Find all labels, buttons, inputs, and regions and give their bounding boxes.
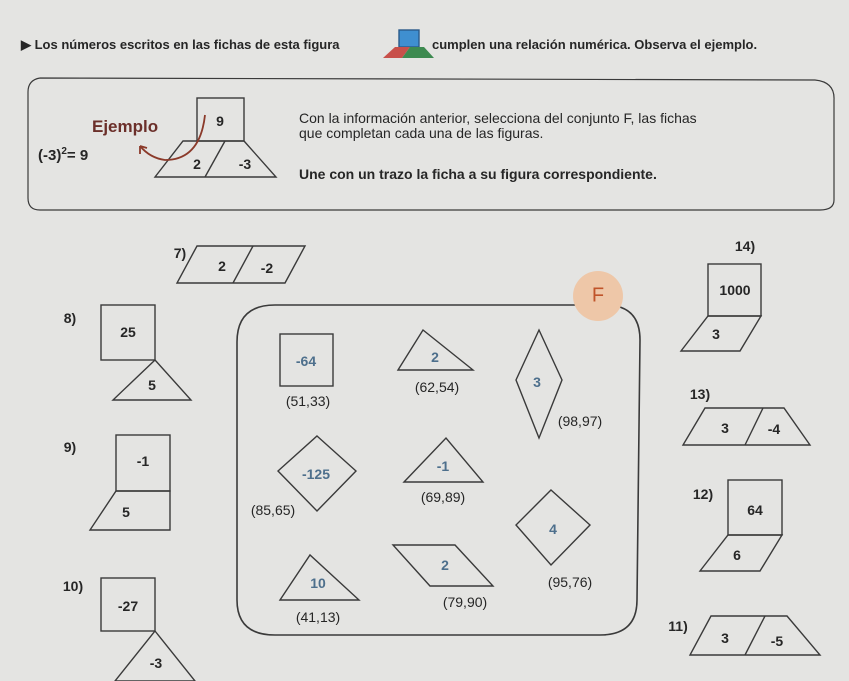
figure-10-label: 10) [62, 578, 84, 594]
instruction-line3: Une con un trazo la ficha a su figura correspondiente. [299, 166, 657, 182]
piece-value[interactable]: -1 [436, 458, 450, 474]
eq-base: (-3) [38, 147, 62, 164]
figure-10-top: -27 [117, 598, 139, 614]
figure-13-a: 3 [721, 420, 729, 436]
piece-value[interactable]: 4 [549, 521, 557, 537]
figure-7-label: 7) [173, 245, 187, 261]
example-panel [28, 78, 834, 210]
figure-12-label: 12) [692, 486, 714, 502]
piece-coord: (85,65) [250, 502, 296, 518]
figure-14-top: 1000 [719, 282, 751, 298]
figure-10-bottom: -3 [149, 655, 163, 671]
piece-coord: (69,89) [420, 489, 466, 505]
figure-11-a: 3 [721, 630, 729, 646]
figure-8-top: 25 [120, 324, 136, 340]
example-title: Ejemplo [92, 117, 159, 136]
figure-12-bottom: 6 [733, 547, 741, 563]
figure-12-top: 64 [747, 502, 763, 518]
piece-value[interactable]: 10 [310, 575, 326, 591]
piece-coord: (79,90) [442, 594, 488, 610]
figure-9-label: 9) [63, 439, 77, 455]
figure-13-label: 13) [689, 386, 711, 402]
figure-13-b: -4 [767, 421, 781, 437]
example-left-value: 2 [193, 156, 201, 172]
example-equation [38, 146, 88, 164]
piece-coord: (41,13) [295, 609, 341, 625]
figure-8-bottom: 5 [148, 377, 156, 393]
example-top-value: 9 [216, 113, 224, 129]
piece-value[interactable]: 2 [431, 349, 439, 365]
instruction-line1: Con la información anterior, selecciona del conjunto F, las fichas [299, 110, 697, 126]
figure-icon [383, 30, 434, 58]
piece-coord: (62,54) [414, 379, 460, 395]
figure-9-top: -1 [136, 453, 150, 469]
figure-11-b: -5 [770, 633, 784, 649]
figure-14-label: 14) [734, 238, 756, 254]
piece-coord: (95,76) [547, 574, 593, 590]
figure-11-label: 11) [668, 618, 688, 634]
instruction-line2: que completan cada una de las figuras. [299, 125, 544, 141]
example-right-value: -3 [238, 156, 252, 172]
piece-value[interactable]: 3 [533, 374, 541, 390]
piece-coord: (51,33) [285, 393, 331, 409]
figure-7-a: 2 [218, 258, 226, 274]
intro-text-after: cumplen una relación numérica. Observa el ejemplo. [432, 37, 758, 52]
figure-8-label: 8) [63, 310, 77, 326]
intro-text-before: ▶ Los números escritos en las fichas de esta figura [21, 37, 340, 52]
eq-exp: 2 [61, 146, 67, 157]
piece-value[interactable]: -125 [301, 466, 331, 482]
figure-7-b: -2 [260, 260, 274, 276]
set-f-label: F [591, 284, 605, 307]
piece-coord: (98,97) [557, 413, 603, 429]
eq-rest: = 9 [66, 147, 89, 164]
piece-value[interactable]: -64 [295, 353, 317, 369]
piece-value[interactable]: 2 [441, 557, 449, 573]
intro-before: Los números escritos en las fichas de esta figura [34, 37, 340, 52]
figure-9-bottom: 5 [122, 504, 130, 520]
figure-14-bottom: 3 [712, 326, 720, 342]
